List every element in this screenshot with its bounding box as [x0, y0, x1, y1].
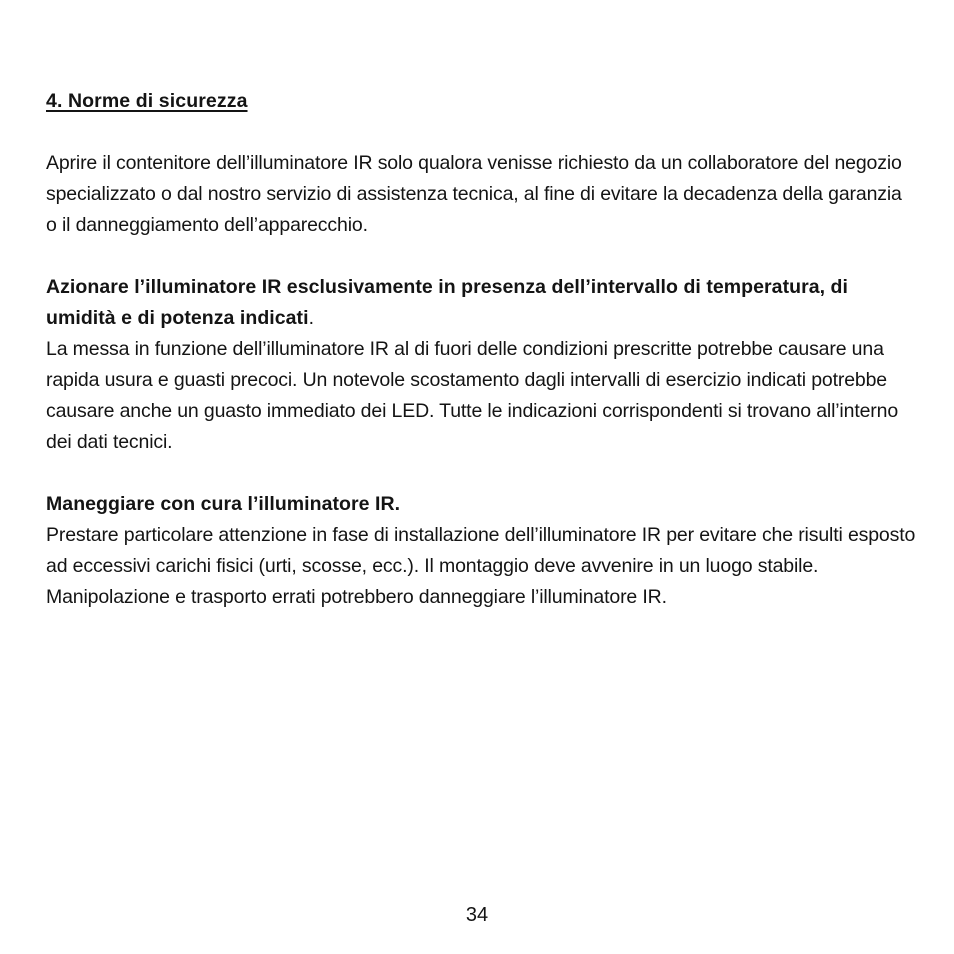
page-number: 34 [465, 904, 489, 926]
warning-operating-conditions [46, 272, 916, 458]
warning-operating-conditions-heading-period: . [308, 307, 314, 329]
document-page [46, 86, 916, 644]
warning-handling-heading-text: Maneggiare con cura l’illuminatore IR. [46, 493, 401, 515]
warning-handling-body: Prestare particolare attenzione in fase di installazione dell’illuminatore IR per evitare che risulti esposto ad eccessivi carichi fisici (urti, scosse, ecc.). Il montaggio deve avvenire in un luogo stabile. Manipolazione e trasporto errati potrebbero danneggiare l’illuminatore IR. [46, 524, 916, 608]
warning-operating-conditions-heading-text: Azionare l’illuminatore IR esclusivamente in presenza dell’intervallo di temperatura, di umidità e di potenza indicati [46, 276, 848, 329]
warning-handling [46, 489, 916, 613]
section-title: 4. Norme di sicurezza [46, 90, 248, 112]
warning-operating-conditions-body: La messa in funzione dell’illuminatore IR al di fuori delle condizioni prescritte potrebbe causare una rapida usura e guasti precoci. Un notevole scostamento dagli intervalli di esercizio indicati potrebbe causare anche un guasto immediato dei LED. Tutte le indicazioni corrispondenti si trovano all’interno dei dati tecnici. [46, 338, 899, 453]
warning-operating-conditions-heading [46, 272, 916, 334]
warning-handling-heading [46, 489, 916, 520]
intro-paragraph: Aprire il contenitore dell’illuminatore IR solo qualora venisse richiesto da un collaboratore del negozio specializzato o dal nostro servizio di assistenza tecnica, al fine di evitare la decadenza della garanzia o il danneggiamento dell’apparecchio. [46, 152, 902, 236]
